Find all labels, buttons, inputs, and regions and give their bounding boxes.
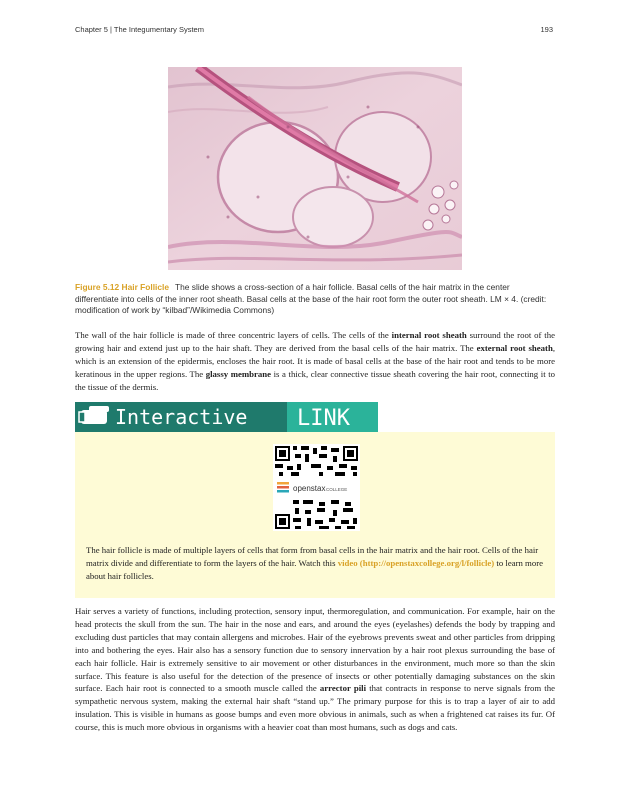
paragraph-hair-functions <box>75 605 555 734</box>
video-link[interactable]: video (http://openstaxcollege.org/l/follicle) <box>337 557 495 568</box>
term-external-root-sheath: external root sheath <box>476 342 553 353</box>
text-run: is a thick, clear connective tissue sheath covering the hair root, connecting it to the tissue of the dermis. <box>75 368 556 392</box>
running-header-chapter: Chapter 5 | The Integumentary System <box>75 25 204 34</box>
qr-code-icon[interactable] <box>273 444 360 531</box>
text-run: , which is an extension of the epidermis, encloses the hair root. It is made of basal cells at the base of the hair root and tends to be more keratinous in the upper regions. The <box>75 342 556 379</box>
figure-caption-text: The slide shows a cross-section of a hair follicle. Basal cells of the hair matrix in the center differentiate into cells of the inner root sheath. Basal cells at the base of the hair root form the outer root sheath. LM × 4. (credit: modification of work by “kilbad”/Wikimedia Commons) <box>75 282 547 315</box>
openstax-brand-suffix: COLLEGE <box>326 487 348 492</box>
openstax-logo <box>275 480 358 496</box>
text-run: Hair serves a variety of functions, including protection, sensory input, thermoregulation, and communication. For example, hair on the head protects the skull from the sun. The hair in the nose and ears, and around the eyes (eyelashes) defends the body by trapping and excluding dust particles that may contain allergens and microbes. Hair of the eyebrows prevents sweat and other particles from dripping into and bothering the eyes. Hair also has a sensory function due to sensory innervation by a hair root plexus surrounding the base of each hair follicle. Hair is extremely sensitive to air movement or other disturbances in the environment, much more so than the skin surface. This feature is also useful for the detection of the presence of insects or other potentially damaging substances on the skin surface. Each hair root is connected to a smooth muscle called the <box>75 606 555 694</box>
text-run: The hair follicle is made of multiple layers of cells that form from basal cells in the hair matrix and the hair root. Cells of the hair matrix divide and differentiate to form the layers of the hair. Watch this <box>86 545 539 568</box>
banner-word-link: LINK <box>297 406 350 431</box>
figure-label: Figure 5.12 Hair Follicle <box>75 282 170 292</box>
page-number: 193 <box>540 25 553 34</box>
openstax-brand: openstax <box>293 484 326 493</box>
term-internal-root-sheath: internal root sheath <box>391 330 467 340</box>
paragraph-hair-follicle-wall <box>75 329 555 394</box>
interactive-link-banner <box>75 402 378 432</box>
term-arrector-pili: arrector pili <box>319 683 367 694</box>
text-run: to learn more about hair follicles. <box>86 557 544 581</box>
figure-caption <box>75 282 555 317</box>
text-run: that contracts in response to nerve signals from the sympathetic nervous system, making the external hair shaft “stand up.” The primary purpose for this is to trap a layer of air to add insulation. This is visible in humans as goose bumps and even more obvious in animals, such as when a frightened cat raises its fur. Of course, this is much more obvious in organisms with a heavier coat than most humans, such as dogs and cats. <box>75 683 555 733</box>
text-run: surround the root of the growing hair and extend just up to the hair shaft. They are derived from the basal cells of the hair matrix. The <box>75 330 555 353</box>
term-glassy-membrane: glassy membrane <box>205 368 272 379</box>
text-run: The wall of the hair follicle is made of three concentric layers of cells. The cells of the <box>75 330 392 340</box>
interactive-link-text <box>86 544 548 583</box>
hair-follicle-micrograph <box>168 67 462 270</box>
banner-word-interactive: Interactive <box>115 405 248 429</box>
